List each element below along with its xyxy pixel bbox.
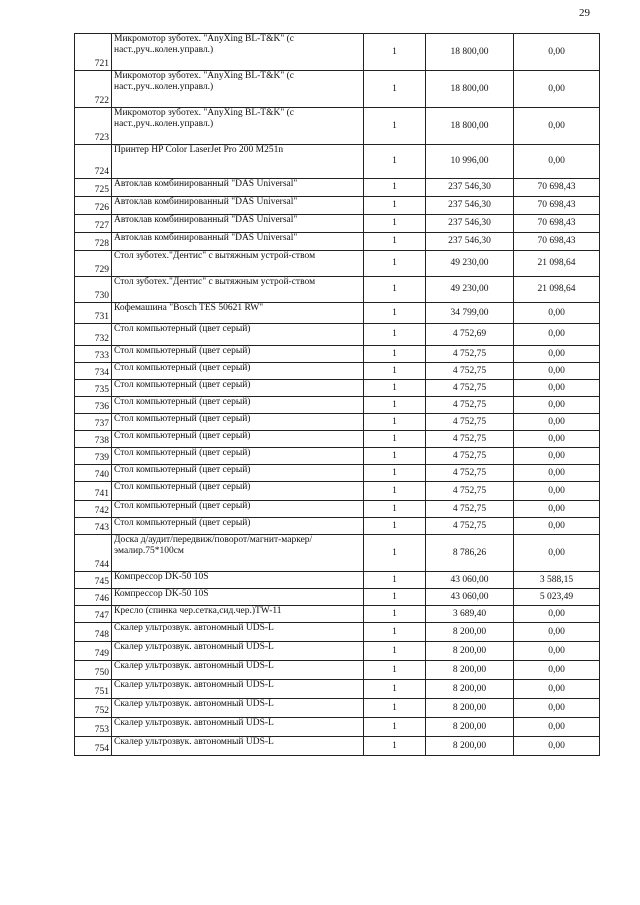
residual-value-cell: 3 588,15	[514, 572, 600, 589]
table-row	[75, 145, 600, 179]
quantity-cell: 1	[364, 642, 426, 661]
table-row	[75, 535, 600, 572]
residual-value-cell: 21 098,64	[514, 251, 600, 277]
residual-value-cell: 0,00	[514, 623, 600, 642]
residual-value-cell: 70 698,43	[514, 179, 600, 197]
quantity-cell: 1	[364, 623, 426, 642]
item-name-cell: Стол компьютерный (цвет серый)	[112, 363, 364, 380]
residual-value-cell: 0,00	[514, 535, 600, 572]
price-cell: 8 200,00	[426, 680, 514, 699]
row-number-cell: 732	[75, 324, 112, 346]
residual-value-cell: 0,00	[514, 718, 600, 737]
quantity-cell: 1	[364, 251, 426, 277]
residual-value-cell: 0,00	[514, 699, 600, 718]
price-cell: 4 752,75	[426, 397, 514, 414]
quantity-cell: 1	[364, 34, 426, 71]
residual-value-cell: 70 698,43	[514, 197, 600, 215]
row-number-cell: 728	[75, 233, 112, 251]
item-name-cell: Скалер ультрозвук. автономный UDS-L	[112, 718, 364, 737]
quantity-cell: 1	[364, 233, 426, 251]
row-number-cell: 721	[75, 34, 112, 71]
table-row	[75, 465, 600, 482]
row-number-cell: 739	[75, 448, 112, 465]
row-number-cell: 722	[75, 71, 112, 108]
residual-value-cell: 70 698,43	[514, 215, 600, 233]
table-row	[75, 642, 600, 661]
price-cell: 8 200,00	[426, 661, 514, 680]
residual-value-cell: 0,00	[514, 346, 600, 363]
item-name-cell: Скалер ультрозвук. автономный UDS-L	[112, 642, 364, 661]
table-row	[75, 71, 600, 108]
row-number-cell: 748	[75, 623, 112, 642]
quantity-cell: 1	[364, 589, 426, 606]
table-row	[75, 251, 600, 277]
residual-value-cell: 0,00	[514, 414, 600, 431]
row-number-cell: 733	[75, 346, 112, 363]
price-cell: 237 546,30	[426, 215, 514, 233]
item-name-cell: Скалер ультрозвук. автономный UDS-L	[112, 680, 364, 699]
table-row	[75, 606, 600, 623]
row-number-cell: 725	[75, 179, 112, 197]
quantity-cell: 1	[364, 572, 426, 589]
price-cell: 237 546,30	[426, 197, 514, 215]
item-name-cell: Скалер ультрозвук. автономный UDS-L	[112, 699, 364, 718]
quantity-cell: 1	[364, 661, 426, 680]
item-name-cell: Стол зуботех."Дентис" с вытяжным устрой-ством	[112, 251, 364, 277]
item-name-cell: Компрессор DK-50 10S	[112, 589, 364, 606]
table-row	[75, 414, 600, 431]
item-name-cell: Скалер ультрозвук. автономный UDS-L	[112, 737, 364, 756]
page-number: 29	[579, 7, 590, 19]
quantity-cell: 1	[364, 277, 426, 303]
item-name-cell: Стол компьютерный (цвет серый)	[112, 380, 364, 397]
price-cell: 10 996,00	[426, 145, 514, 179]
table-row	[75, 737, 600, 756]
row-number-cell: 747	[75, 606, 112, 623]
item-name-cell: Стол компьютерный (цвет серый)	[112, 414, 364, 431]
item-name-cell: Скалер ультрозвук. автономный UDS-L	[112, 623, 364, 642]
price-cell: 8 786,26	[426, 535, 514, 572]
row-number-cell: 737	[75, 414, 112, 431]
item-name-cell: Принтер HP Color LaserJet Pro 200 M251n	[112, 145, 364, 179]
row-number-cell: 742	[75, 501, 112, 518]
item-name-cell: Скалер ультрозвук. автономный UDS-L	[112, 661, 364, 680]
price-cell: 18 800,00	[426, 34, 514, 71]
residual-value-cell: 0,00	[514, 465, 600, 482]
price-cell: 18 800,00	[426, 71, 514, 108]
item-name-cell: Стол зуботех."Дентис" с вытяжным устрой-ством	[112, 277, 364, 303]
price-cell: 8 200,00	[426, 718, 514, 737]
quantity-cell: 1	[364, 535, 426, 572]
item-name-cell: Кресло (спинка чер.сетка,сид.чер.)TW-11	[112, 606, 364, 623]
price-cell: 4 752,75	[426, 346, 514, 363]
table-row	[75, 448, 600, 465]
residual-value-cell: 0,00	[514, 482, 600, 501]
price-cell: 4 752,69	[426, 324, 514, 346]
quantity-cell: 1	[364, 718, 426, 737]
row-number-cell: 731	[75, 303, 112, 324]
residual-value-cell: 0,00	[514, 448, 600, 465]
price-cell: 4 752,75	[426, 380, 514, 397]
residual-value-cell: 0,00	[514, 661, 600, 680]
residual-value-cell: 0,00	[514, 518, 600, 535]
table-row	[75, 718, 600, 737]
item-name-cell: Стол компьютерный (цвет серый)	[112, 518, 364, 535]
residual-value-cell: 0,00	[514, 108, 600, 145]
item-name-cell: Стол компьютерный (цвет серый)	[112, 448, 364, 465]
table-row	[75, 303, 600, 324]
quantity-cell: 1	[364, 108, 426, 145]
item-name-cell: Доска д/аудит/передвиж/поворот/магнит-маркер/эмалир.75*100см	[112, 535, 364, 572]
item-name-cell: Автоклав комбинированный "DAS Universal"	[112, 197, 364, 215]
table-row	[75, 179, 600, 197]
row-number-cell: 745	[75, 572, 112, 589]
quantity-cell: 1	[364, 737, 426, 756]
quantity-cell: 1	[364, 324, 426, 346]
item-name-cell: Стол компьютерный (цвет серый)	[112, 397, 364, 414]
residual-value-cell: 0,00	[514, 71, 600, 108]
row-number-cell: 730	[75, 277, 112, 303]
table-row	[75, 623, 600, 642]
row-number-cell: 729	[75, 251, 112, 277]
quantity-cell: 1	[364, 482, 426, 501]
quantity-cell: 1	[364, 501, 426, 518]
item-name-cell: Микромотор зуботех. "AnyXing BL-T&K" (с наст.,руч..колен.управл.)	[112, 34, 364, 71]
residual-value-cell: 21 098,64	[514, 277, 600, 303]
table-row	[75, 108, 600, 145]
table-row	[75, 589, 600, 606]
quantity-cell: 1	[364, 414, 426, 431]
residual-value-cell: 0,00	[514, 34, 600, 71]
item-name-cell: Автоклав комбинированный "DAS Universal"	[112, 179, 364, 197]
quantity-cell: 1	[364, 346, 426, 363]
residual-value-cell: 0,00	[514, 431, 600, 448]
table-row	[75, 346, 600, 363]
quantity-cell: 1	[364, 518, 426, 535]
inventory-table-body	[75, 34, 600, 756]
table-row	[75, 324, 600, 346]
row-number-cell: 754	[75, 737, 112, 756]
row-number-cell: 740	[75, 465, 112, 482]
table-row	[75, 277, 600, 303]
price-cell: 4 752,75	[426, 501, 514, 518]
table-row	[75, 363, 600, 380]
row-number-cell: 741	[75, 482, 112, 501]
price-cell: 34 799,00	[426, 303, 514, 324]
row-number-cell: 734	[75, 363, 112, 380]
item-name-cell: Стол компьютерный (цвет серый)	[112, 482, 364, 501]
quantity-cell: 1	[364, 397, 426, 414]
price-cell: 43 060,00	[426, 589, 514, 606]
price-cell: 4 752,75	[426, 482, 514, 501]
price-cell: 4 752,75	[426, 414, 514, 431]
price-cell: 43 060,00	[426, 572, 514, 589]
table-row	[75, 572, 600, 589]
quantity-cell: 1	[364, 363, 426, 380]
table-row	[75, 380, 600, 397]
row-number-cell: 735	[75, 380, 112, 397]
price-cell: 8 200,00	[426, 699, 514, 718]
quantity-cell: 1	[364, 380, 426, 397]
item-name-cell: Стол компьютерный (цвет серый)	[112, 324, 364, 346]
price-cell: 49 230,00	[426, 277, 514, 303]
price-cell: 4 752,75	[426, 363, 514, 380]
item-name-cell: Кофемашина "Bosch TES 50621 RW"	[112, 303, 364, 324]
row-number-cell: 751	[75, 680, 112, 699]
row-number-cell: 724	[75, 145, 112, 179]
price-cell: 4 752,75	[426, 448, 514, 465]
price-cell: 8 200,00	[426, 642, 514, 661]
item-name-cell: Стол компьютерный (цвет серый)	[112, 465, 364, 482]
residual-value-cell: 5 023,49	[514, 589, 600, 606]
row-number-cell: 738	[75, 431, 112, 448]
row-number-cell: 743	[75, 518, 112, 535]
quantity-cell: 1	[364, 448, 426, 465]
price-cell: 4 752,75	[426, 518, 514, 535]
residual-value-cell: 0,00	[514, 737, 600, 756]
row-number-cell: 753	[75, 718, 112, 737]
price-cell: 237 546,30	[426, 179, 514, 197]
item-name-cell: Стол компьютерный (цвет серый)	[112, 501, 364, 518]
price-cell: 49 230,00	[426, 251, 514, 277]
residual-value-cell: 0,00	[514, 380, 600, 397]
residual-value-cell: 70 698,43	[514, 233, 600, 251]
row-number-cell: 744	[75, 535, 112, 572]
quantity-cell: 1	[364, 145, 426, 179]
table-row	[75, 680, 600, 699]
quantity-cell: 1	[364, 699, 426, 718]
price-cell: 237 546,30	[426, 233, 514, 251]
item-name-cell: Микромотор зуботех. "AnyXing BL-T&K" (с наст.,руч..колен.управл.)	[112, 71, 364, 108]
quantity-cell: 1	[364, 465, 426, 482]
residual-value-cell: 0,00	[514, 145, 600, 179]
price-cell: 8 200,00	[426, 623, 514, 642]
inventory-table	[74, 33, 600, 756]
table-row	[75, 518, 600, 535]
quantity-cell: 1	[364, 197, 426, 215]
row-number-cell: 727	[75, 215, 112, 233]
item-name-cell: Автоклав комбинированный "DAS Universal"	[112, 233, 364, 251]
price-cell: 3 689,40	[426, 606, 514, 623]
quantity-cell: 1	[364, 215, 426, 233]
residual-value-cell: 0,00	[514, 363, 600, 380]
residual-value-cell: 0,00	[514, 397, 600, 414]
residual-value-cell: 0,00	[514, 501, 600, 518]
price-cell: 8 200,00	[426, 737, 514, 756]
row-number-cell: 750	[75, 661, 112, 680]
table-row	[75, 215, 600, 233]
quantity-cell: 1	[364, 606, 426, 623]
quantity-cell: 1	[364, 179, 426, 197]
table-row	[75, 482, 600, 501]
item-name-cell: Микромотор зуботех. "AnyXing BL-T&K" (с наст.,руч..колен.управл.)	[112, 108, 364, 145]
item-name-cell: Автоклав комбинированный "DAS Universal"	[112, 215, 364, 233]
row-number-cell: 749	[75, 642, 112, 661]
table-row	[75, 233, 600, 251]
table-row	[75, 397, 600, 414]
row-number-cell: 746	[75, 589, 112, 606]
item-name-cell: Стол компьютерный (цвет серый)	[112, 431, 364, 448]
table-row	[75, 661, 600, 680]
item-name-cell: Стол компьютерный (цвет серый)	[112, 346, 364, 363]
quantity-cell: 1	[364, 431, 426, 448]
quantity-cell: 1	[364, 303, 426, 324]
residual-value-cell: 0,00	[514, 642, 600, 661]
price-cell: 4 752,75	[426, 465, 514, 482]
quantity-cell: 1	[364, 71, 426, 108]
table-row	[75, 431, 600, 448]
residual-value-cell: 0,00	[514, 606, 600, 623]
price-cell: 18 800,00	[426, 108, 514, 145]
table-row	[75, 197, 600, 215]
row-number-cell: 726	[75, 197, 112, 215]
row-number-cell: 736	[75, 397, 112, 414]
price-cell: 4 752,75	[426, 431, 514, 448]
quantity-cell: 1	[364, 680, 426, 699]
row-number-cell: 723	[75, 108, 112, 145]
table-row	[75, 699, 600, 718]
residual-value-cell: 0,00	[514, 303, 600, 324]
item-name-cell: Компрессор DK-50 10S	[112, 572, 364, 589]
residual-value-cell: 0,00	[514, 324, 600, 346]
residual-value-cell: 0,00	[514, 680, 600, 699]
table-row	[75, 501, 600, 518]
row-number-cell: 752	[75, 699, 112, 718]
table-row	[75, 34, 600, 71]
